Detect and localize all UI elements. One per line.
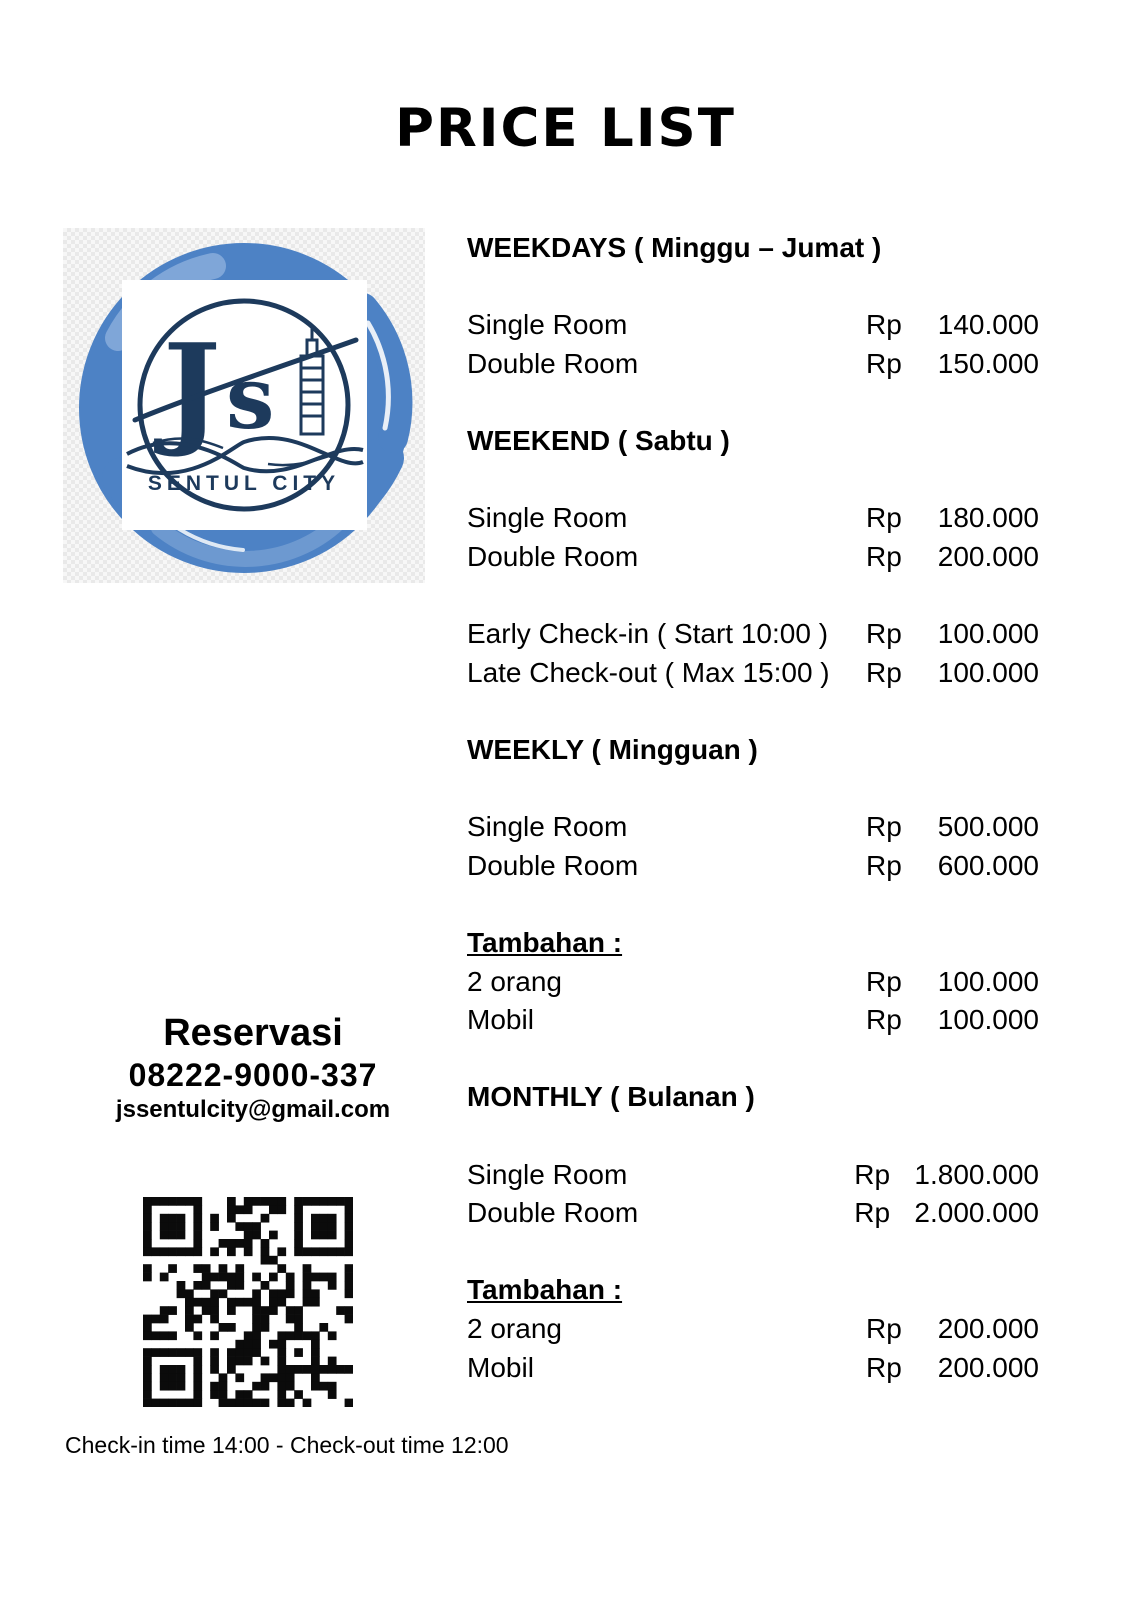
price-row-label: Single Room (467, 1158, 628, 1190)
price-row (467, 306, 1039, 345)
price-row-label: Early Check-in ( Start 10:00 ) (467, 618, 829, 650)
price-row-label: Single Room (467, 309, 628, 341)
price-amount: 500.000 (937, 811, 1039, 843)
currency-label: Rp (866, 1312, 902, 1344)
price-row-label: Single Room (467, 502, 628, 534)
qr-code-icon (143, 1197, 353, 1407)
price-row (467, 1194, 1039, 1233)
price-row-label: Double Room (467, 849, 639, 881)
price-amount: 100.000 (937, 618, 1039, 650)
currency-label: Rp (866, 1351, 902, 1383)
price-amount: 100.000 (937, 965, 1039, 997)
spacer (467, 1232, 1039, 1271)
price-amount: 1.800.000 (914, 1158, 1039, 1190)
currency-label: Rp (866, 348, 902, 380)
currency-label: Rp (866, 1004, 902, 1036)
price-amount: 200.000 (937, 541, 1039, 573)
price-row-label: Mobil (467, 1351, 534, 1383)
qr-code (143, 1197, 353, 1407)
reservation-email: jssentulcity@gmail.com (115, 1096, 391, 1124)
section-heading (467, 422, 1039, 461)
price-amount: 2.000.000 (914, 1197, 1039, 1229)
price-amount: 600.000 (937, 849, 1039, 881)
checkin-checkout-note: Check-in time 14:00 - Check-out time 12:00 (65, 1432, 509, 1458)
currency-label: Rp (866, 965, 902, 997)
section-heading-text: WEEKDAYS ( Minggu – Jumat ) (467, 232, 882, 264)
section-heading-text: WEEKLY ( Mingguan ) (467, 734, 758, 766)
section-heading-text: Tambahan : (467, 1274, 623, 1306)
price-amount: 150.000 (937, 348, 1039, 380)
price-row (467, 1155, 1039, 1194)
section-heading (467, 229, 1039, 268)
price-amount: 100.000 (937, 656, 1039, 688)
price-row (467, 499, 1039, 538)
spacer (467, 1117, 1039, 1156)
price-row (467, 1001, 1039, 1040)
currency-label: Rp (866, 849, 902, 881)
currency-label: Rp (866, 656, 902, 688)
spacer (467, 769, 1039, 808)
price-row (467, 654, 1039, 693)
section-heading (467, 924, 1039, 963)
section-heading-text: MONTHLY ( Bulanan ) (467, 1081, 755, 1113)
price-amount: 140.000 (937, 309, 1039, 341)
spacer (467, 576, 1039, 615)
price-row (467, 847, 1039, 886)
price-row-label: 2 orang (467, 1312, 562, 1344)
price-row (467, 808, 1039, 847)
spacer (467, 692, 1039, 731)
section-heading (467, 731, 1039, 770)
price-row (467, 1348, 1039, 1387)
price-row-label: Single Room (467, 811, 628, 843)
reservation-heading: Reservasi (163, 1012, 343, 1054)
price-row-label: 2 orang (467, 965, 562, 997)
spacer (467, 383, 1039, 422)
price-row (467, 345, 1039, 384)
currency-label: Rp (866, 502, 902, 534)
currency-label: Rp (854, 1197, 891, 1229)
spacer (467, 268, 1039, 307)
spacer (467, 461, 1039, 500)
section-heading-text: WEEKEND ( Sabtu ) (467, 425, 730, 457)
logo (63, 228, 425, 583)
price-row (467, 962, 1039, 1001)
price-amount: 180.000 (937, 502, 1039, 534)
price-row (467, 1310, 1039, 1349)
section-heading (467, 1078, 1039, 1117)
currency-label: Rp (866, 811, 902, 843)
reservation-block (63, 1012, 443, 1125)
logo-monogram-J: J (163, 316, 221, 460)
currency-label: Rp (854, 1158, 891, 1190)
spacer (467, 885, 1039, 924)
section-heading (467, 1271, 1039, 1310)
currency-label: Rp (866, 309, 902, 341)
price-row-label: Late Check-out ( Max 15:00 ) (467, 656, 830, 688)
price-amount: 200.000 (937, 1312, 1039, 1344)
logo-monogram-s: s (226, 348, 275, 449)
currency-label: Rp (866, 541, 902, 573)
currency-label: Rp (866, 618, 902, 650)
logo-name: SENTUL CITY (147, 472, 341, 495)
price-row (467, 615, 1039, 654)
price-amount: 200.000 (937, 1351, 1039, 1383)
reservation-phone: 08222-9000-337 (128, 1056, 378, 1093)
price-row-label: Double Room (467, 541, 639, 573)
price-row-label: Mobil (467, 1004, 534, 1036)
spacer (467, 1039, 1039, 1078)
price-row-label: Double Room (467, 1197, 639, 1229)
price-amount: 100.000 (937, 1004, 1039, 1036)
price-sections (467, 229, 1039, 1387)
price-row-label: Double Room (467, 348, 639, 380)
section-heading-text: Tambahan : (467, 926, 623, 958)
logo-graphic (63, 228, 425, 583)
page-title: PRICE LIST (395, 98, 736, 159)
price-row (467, 538, 1039, 577)
